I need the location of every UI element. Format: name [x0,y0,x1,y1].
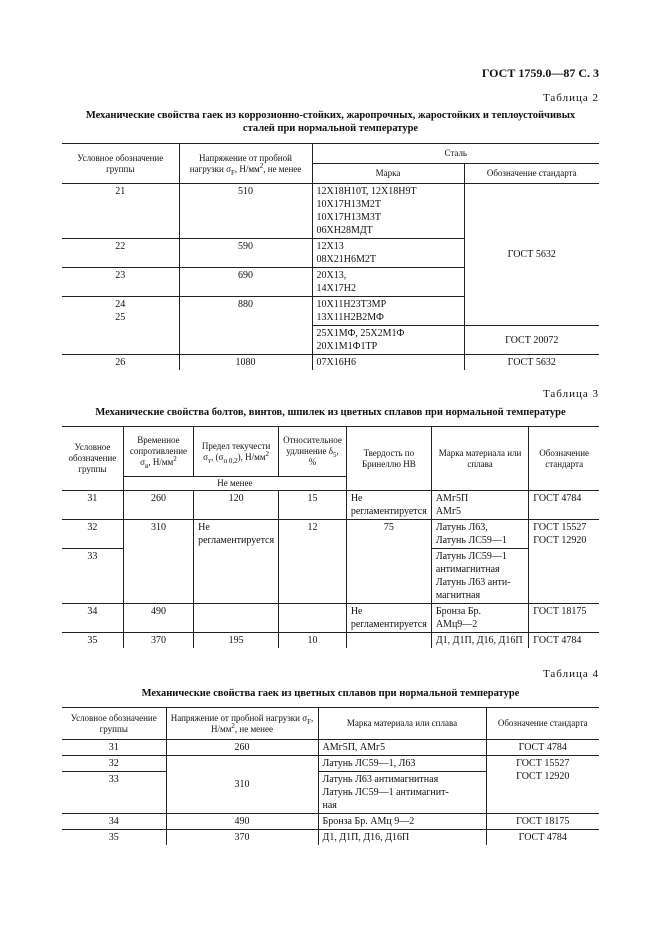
t4-material: Бронза Бр. АМц 9—2 [318,814,486,830]
table3-title: Механические свойства болтов, винтов, шпилек из цветных сплавов при нормальной температуре [95,407,566,418]
t3-group: 34 [87,606,98,617]
t3-material: Латунь Л63, Латунь ЛС59—1 [431,520,528,549]
t2-stress: 590 [179,239,312,268]
t2-header-stress: Напряжение от пробной нагрузки $\sigma_F$, $Н/мм^2$, не менее [179,144,312,184]
t3-hardness: 75 [346,520,431,604]
t4-standard: ГОСТ 4784 [486,830,599,846]
t4-stress: 310 [166,756,318,814]
t3-header-hardness: Твердость по Бринеллю НВ [346,427,431,491]
t2-standard: ГОСТ 20072 [464,326,599,355]
t2-group: 24 25 [115,299,126,323]
t3-header-tensile: Временное сопротивление $\sigma_в$, $Н/мм^2$ [123,427,193,477]
table4-label: Таблица 4 [542,668,599,680]
page-header: ГОСТ 1759.0—87 С. 3 [481,66,599,80]
t4-header-standard: Обозначение стандарта [486,708,599,740]
t2-standard: ГОСТ 5632 [464,355,599,371]
t3-standard: ГОСТ 15527 ГОСТ 12920 [529,520,599,604]
t2-stress: 690 [179,268,312,297]
t3-group: 35 [87,635,98,646]
t3-yield: 120 [194,491,279,520]
t4-stress: 370 [166,830,318,846]
t4-group: 31 [108,742,119,753]
t4-stress: 260 [166,740,318,756]
table2-label: Таблица 2 [542,92,599,104]
t3-material: Д1, Д1П, Д16, Д16П [431,633,528,649]
t4-header-material: Марка материала или сплава [318,708,486,740]
t4-material: Латунь Л63 антимагнитная Латунь ЛС59—1 антимагнит- ная [318,772,486,814]
t3-tensile: 310 [123,520,193,604]
t3-group: 31 [87,493,98,504]
t3-hardness: Не регламентируется [346,604,431,633]
t4-standard: ГОСТ 15527 ГОСТ 12920 [486,756,599,814]
t2-grades: 12Х18Н10Т, 12Х18Н9Т 10Х17Н13М2Т 10Х17Н13М3Т 06ХН28МДТ [312,184,464,239]
t2-header-standard: Обозначение стандарта [464,164,599,184]
t4-group: 33 [108,774,119,785]
table2 [62,143,599,370]
t3-header-material: Марка материала или сплава [431,427,528,491]
t3-yield: 195 [194,633,279,649]
t3-header-yield: Предел текучести $\sigma_т$, $(\sigma_{п 0,2})$, $Н/мм^2$ [194,427,279,477]
t3-material: АМг5П АМг5 [431,491,528,520]
t4-standard: ГОСТ 4784 [486,740,599,756]
t3-standard: ГОСТ 4784 [529,633,599,649]
t4-group: 35 [108,832,119,843]
t2-group: 23 [115,270,126,281]
t2-stress: 510 [179,184,312,239]
t3-tensile: 490 [123,604,193,633]
t2-header-steel: Сталь [312,144,599,164]
t3-elongation: 12 [279,520,347,604]
t3-standard: ГОСТ 18175 [529,604,599,633]
t3-tensile: 370 [123,633,193,649]
t2-group: 21 [115,186,126,197]
t3-group: 33 [87,551,98,562]
t3-standard: ГОСТ 4784 [529,491,599,520]
table4 [62,707,599,845]
t3-header-standard: Обозначение стандарта [529,427,599,491]
t2-header-grade: Марка [312,164,464,184]
table3 [62,426,599,648]
t4-material: Д1, Д1П, Д16, Д16П [318,830,486,846]
t2-grades: 10Х11Н23Т3МР 13Х11Н2В2МФ [312,297,464,326]
t4-stress: 490 [166,814,318,830]
table3-label: Таблица 3 [542,388,599,400]
t4-material: АМг5П, АМг5 [318,740,486,756]
t4-standard: ГОСТ 18175 [486,814,599,830]
t3-elongation: 10 [279,633,347,649]
t4-header-group: Условное обозначение группы [62,708,166,740]
t2-standard: ГОСТ 5632 [464,184,599,326]
t2-group: 22 [115,241,126,252]
t3-header-elongation: Относительное удлинение $\delta_5$, % [279,427,347,477]
t3-header-min-note: Не менее [123,477,346,491]
t4-header-stress: Напряжение от пробной нагрузки $\sigma_F$, $Н/мм^2$, не менее [166,708,318,740]
t3-group: 32 [87,522,98,533]
t3-tensile: 260 [123,491,193,520]
t3-header-group: Условное обозначение группы [62,427,123,491]
t2-grades: 25Х1МФ, 25Х2М1Ф 20Х1М1Ф1ТР [312,326,464,355]
table2-title: Механические свойства гаек из коррозионно-стойких, жаропрочных, жаростойких и теплоустойчивых сталей при нормальной температуре [85,110,576,134]
t2-grades: 07Х16Н6 [312,355,464,371]
t3-material: Латунь ЛС59—1 антимагнитная Латунь Л63 анти- магнитная [431,549,528,604]
t3-material: Бронза Бр. АМц9—2 [431,604,528,633]
t3-elongation: 15 [279,491,347,520]
t2-stress: 880 [179,297,312,326]
t3-yield: Не регламентируется [194,520,279,604]
t2-group: 26 [115,357,126,368]
t4-group: 34 [108,816,119,827]
t2-grades: 20Х13, 14Х17Н2 [312,268,464,297]
t2-grades: 12Х13 08Х21Н6М2Т [312,239,464,268]
t3-hardness: Не регламентируется [346,491,431,520]
table4-title: Механические свойства гаек из цветных сплавов при нормальной температуре [141,688,520,699]
t2-header-group: Условное обозначение группы [62,144,179,184]
t4-group: 32 [108,758,119,769]
t2-stress: 1080 [179,355,312,371]
t4-material: Латунь ЛС59—1, Л63 [318,756,486,772]
